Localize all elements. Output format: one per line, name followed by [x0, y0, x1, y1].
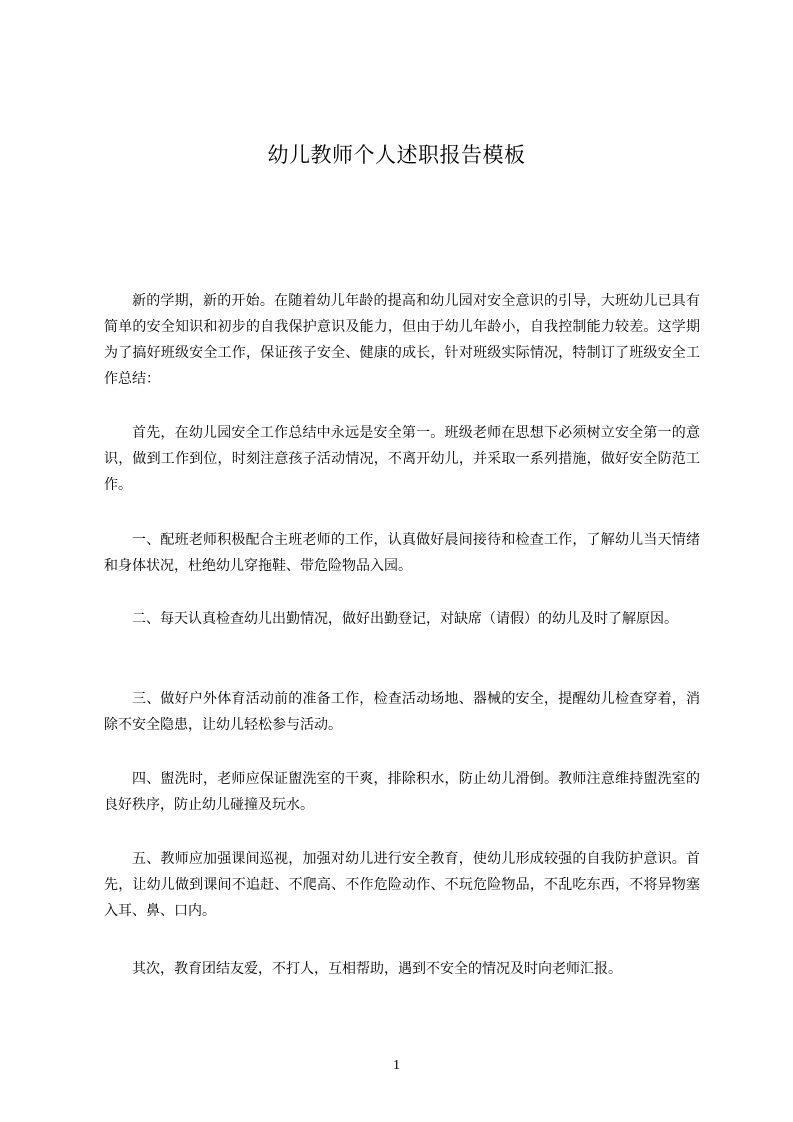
- page-number: 1: [393, 1058, 400, 1073]
- paragraph-item-5: 五、教师应加强课间巡视，加强对幼儿进行安全教育，使幼儿形成较强的自我防护意识。首先，让幼儿做到课间不追赶、不爬高、不作危险动作、不玩危险物品，不乱吃东西，不将异物塞入耳、鼻、口内。: [104, 851, 700, 919]
- paragraph-item-3: 三、做好户外体育活动前的准备工作，检查活动场地、器械的安全，提醒幼儿检查穿着，消除不安全隐患，让幼儿轻松参与活动。: [104, 691, 700, 733]
- paragraph-second: 其次，教育团结友爱，不打人，互相帮助，遇到不安全的情况及时向老师汇报。: [132, 961, 622, 977]
- paragraph-item-1: 一、配班老师积极配合主班老师的工作，认真做好晨间接待和检查工作，了解幼儿当天情绪和身体状况，杜绝幼儿穿拖鞋、带危险物品入园。: [104, 532, 700, 574]
- paragraph-intro: 新的学期，新的开始。在随着幼儿年龄的提高和幼儿园对安全意识的引导，大班幼儿已具有简单的安全知识和初步的自我保护意识及能力，但由于幼儿年龄小，自我控制能力较差。这学期为了搞好班级安全工作，保证孩子安全、健康的成长，针对班级实际情况，特制订了班级安全工作总结：: [104, 293, 700, 387]
- paragraph-first: 首先，在幼儿园安全工作总结中永远是安全第一。班级老师在思想下必须树立安全第一的意识，做到工作到位，时刻注意孩子活动情况，不离开幼儿，并采取一系列措施，做好安全防范工作。: [104, 425, 700, 493]
- paragraph-item-4: 四、盥洗时，老师应保证盥洗室的干爽，排除积水，防止幼儿滑倒。教师注意维持盥洗室的良好秩序，防止幼儿碰撞及玩水。: [104, 771, 700, 813]
- paragraph-item-2: 二、每天认真检查幼儿出勤情况，做好出勤登记，对缺席（请假）的幼儿及时了解原因。: [132, 611, 678, 627]
- document-title: 幼儿教师个人述职报告模板: [267, 143, 526, 167]
